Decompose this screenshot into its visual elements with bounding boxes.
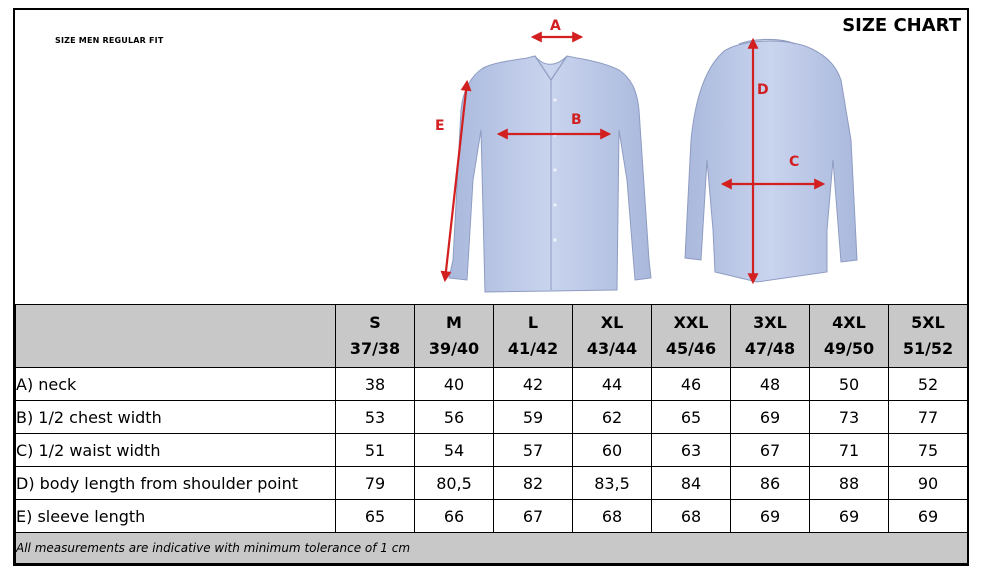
marker-a: A [550,18,561,34]
table-cell: 38 [336,368,415,401]
row-label: A) neck [16,368,336,401]
fit-subtitle: SIZE MEN REGULAR FIT [55,36,164,45]
row-label: E) sleeve length [16,500,336,533]
size-header-m: M 39/40 [415,305,494,368]
table-cell: 73 [810,401,889,434]
table-cell: 90 [889,467,968,500]
table-row-chest [16,401,968,434]
size-header-xl: XL 43/44 [573,305,652,368]
table-cell: 65 [652,401,731,434]
table-row-sleeve-length [16,500,968,533]
table-cell: 60 [573,434,652,467]
table-cell: 88 [810,467,889,500]
table-cell: 57 [494,434,573,467]
table-cell: 77 [889,401,968,434]
table-cell: 68 [573,500,652,533]
table-cell: 69 [889,500,968,533]
marker-b: B [571,112,582,128]
table-cell: 62 [573,401,652,434]
table-row-body-length [16,467,968,500]
table-cell: 59 [494,401,573,434]
shirt-front-image [449,56,651,292]
table-cell: 54 [415,434,494,467]
size-header-4xl: 4XL 49/50 [810,305,889,368]
table-cell: 52 [889,368,968,401]
marker-e: E [435,118,445,134]
shirt-illustration [15,10,967,304]
chart-title: SIZE CHART [842,15,961,36]
table-cell: 63 [652,434,731,467]
table-cell: 69 [731,401,810,434]
size-header-s: S 37/38 [336,305,415,368]
table-cell: 80,5 [415,467,494,500]
table-cell: 65 [336,500,415,533]
table-cell: 75 [889,434,968,467]
table-cell: 48 [731,368,810,401]
row-label: C) 1/2 waist width [16,434,336,467]
table-cell: 79 [336,467,415,500]
table-cell: 82 [494,467,573,500]
table-cell: 53 [336,401,415,434]
table-cell: 42 [494,368,573,401]
tolerance-note: All measurements are indicative with minimum tolerance of 1 cm [16,533,968,564]
table-cell: 71 [810,434,889,467]
table-cell: 51 [336,434,415,467]
table-cell: 46 [652,368,731,401]
table-row-waist [16,434,968,467]
table-note-row [16,533,968,564]
size-table [15,304,968,564]
size-header-3xl: 3XL 47/48 [731,305,810,368]
size-header-row [16,305,968,368]
table-cell: 69 [731,500,810,533]
table-cell: 69 [810,500,889,533]
table-cell: 67 [494,500,573,533]
header-corner [16,305,336,368]
table-cell: 68 [652,500,731,533]
marker-c: C [789,154,800,170]
table-cell: 50 [810,368,889,401]
size-chart-frame [13,8,969,566]
table-cell: 67 [731,434,810,467]
table-cell: 84 [652,467,731,500]
shirt-back-image [685,40,857,283]
table-cell: 83,5 [573,467,652,500]
table-cell: 56 [415,401,494,434]
row-label: D) body length from shoulder point [16,467,336,500]
marker-d: D [757,82,769,98]
size-header-xxl: XXL 45/46 [652,305,731,368]
table-cell: 66 [415,500,494,533]
size-header-l: L 41/42 [494,305,573,368]
table-row-neck [16,368,968,401]
table-cell: 44 [573,368,652,401]
row-label: B) 1/2 chest width [16,401,336,434]
size-header-5xl: 5XL 51/52 [889,305,968,368]
table-cell: 40 [415,368,494,401]
table-cell: 86 [731,467,810,500]
